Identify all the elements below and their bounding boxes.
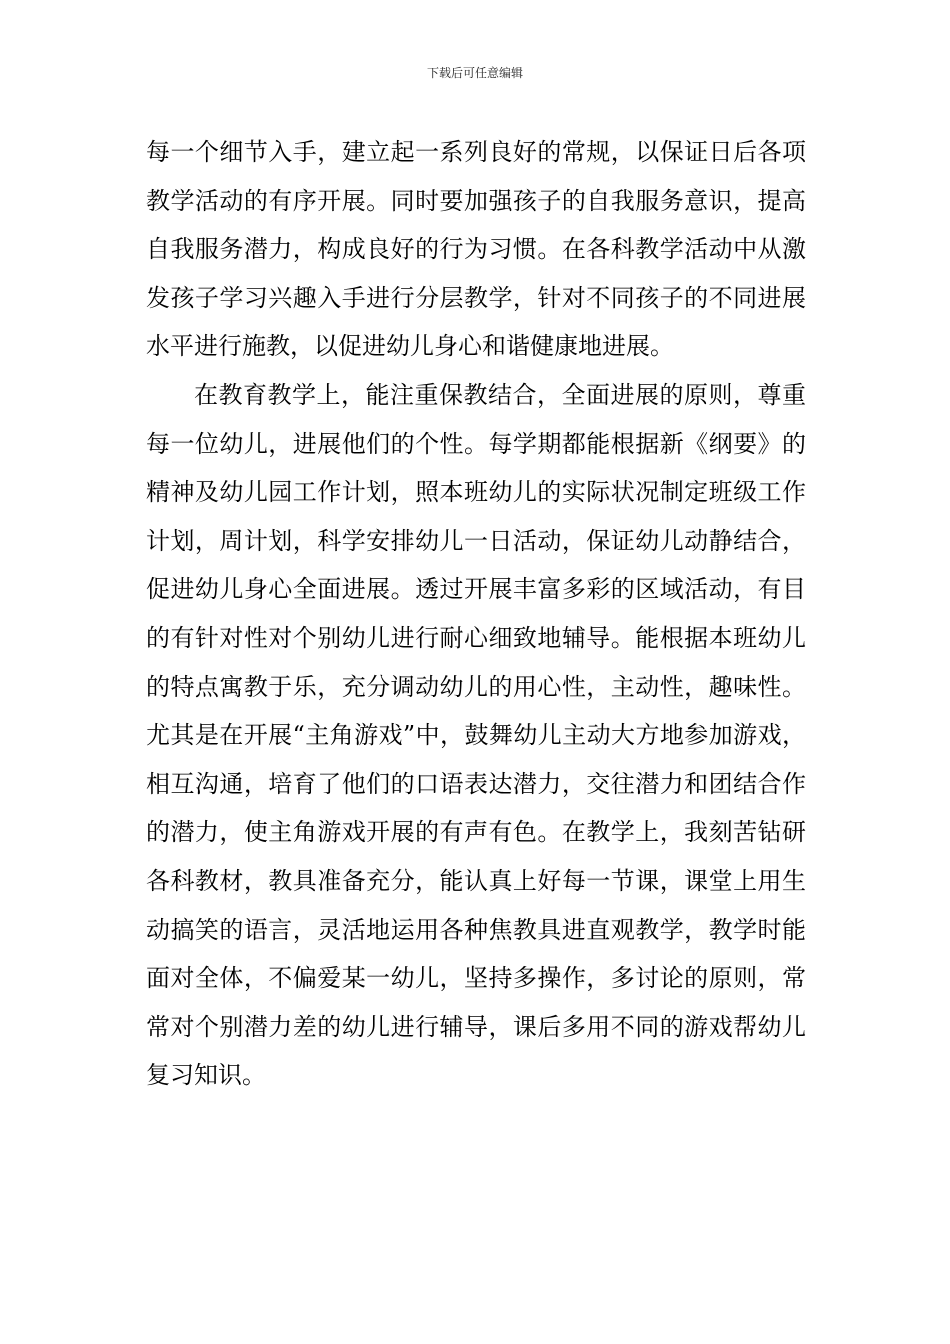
document-body: [146, 128, 806, 1100]
page-header: 下载后可任意编辑: [426, 66, 523, 80]
paragraph-continuation: 每一个细节入手，建立起一系列良好的常规，以保证日后各项教学活动的有序开展。同时要加强孩子的自我服务意识，提高自我服务潜力，构成良好的行为习惯。在各科教学活动中从激发孩子学习兴趣入手进行分层教学，针对不同孩子的不同进展水平进行施教，以促进幼儿身心和谐健康地进展。: [146, 138, 806, 361]
paragraph-teaching: 在教育教学上，能注重保教结合，全面进展的原则，尊重每一位幼儿，进展他们的个性。每学期都能根据新《纲要》的精神及幼儿园工作计划，照本班幼儿的实际状况制定班级工作计划，周计划，科学安排幼儿一日活动，保证幼儿动静结合，促进幼儿身心全面进展。透过开展丰富多彩的区域活动，有目的有针对性对个别幼儿进行耐心细致地辅导。能根据本班幼儿的特点寓教于乐，充分调动幼儿的用心性，主动性，趣味性。尤其是在开展“主角游戏”中，鼓舞幼儿主动大方地参加游戏，相互沟通，培育了他们的口语表达潜力，交往潜力和团结合作的潜力，使主角游戏开展的有声有色。在教学上，我刻苦钻研各科教材，教具准备充分，能认真上好每一节课，课堂上用生动搞笑的语言，灵活地运用各种焦教具进直观教学，教学时能面对全体，不偏爱某一幼儿，坚持多操作，多讨论的原则，常常对个别潜力差的幼儿进行辅导，课后多用不同的游戏帮幼儿复习知识。: [146, 380, 806, 1090]
